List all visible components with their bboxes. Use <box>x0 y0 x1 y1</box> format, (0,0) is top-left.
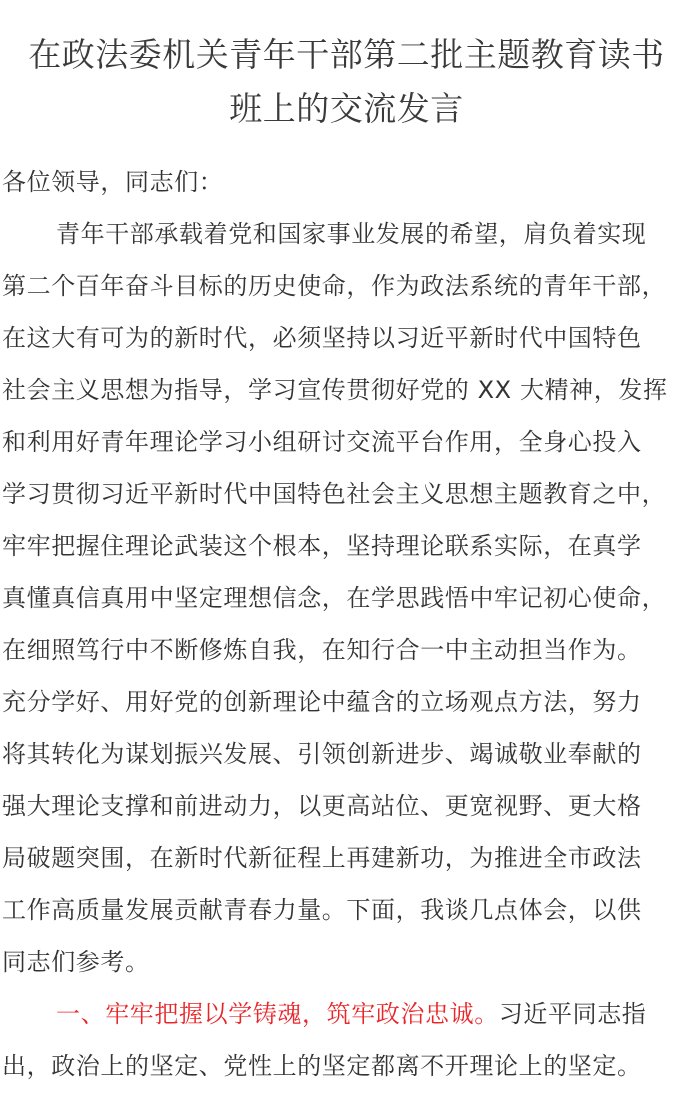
section-1-first-line <box>2 988 693 1040</box>
article-title <box>0 0 693 136</box>
section-1 <box>2 988 693 1092</box>
paragraph-line: 局破题突围，在新时代新征程上再建新功，为推进全市政法 <box>2 844 642 872</box>
paragraph-line: 和利用好青年理论学习小组研讨交流平台作用，全身心投入 <box>2 428 642 456</box>
paragraph-line: 充分学好、用好党的创新理论中蕴含的立场观点方法，努力 <box>2 688 642 716</box>
article-title-line: 班上的交流发言 <box>229 89 464 128</box>
paragraph-line: 社会主义思想为指导，学习宣传贯彻好党的 XX 大精神，发挥 <box>2 376 668 404</box>
paragraph-line: 工作高质量发展贡献青春力量。下面，我谈几点体会，以供 <box>2 896 642 924</box>
paragraph-line: 强大理论支撑和前进动力，以更高站位、更宽视野、更大格 <box>2 792 642 820</box>
paragraph-line: 牢牢把握住理论武装这个根本，坚持理论联系实际，在真学 <box>2 532 642 560</box>
paragraph-line: 在这大有可为的新时代，必须坚持以习近平新时代中国特色 <box>2 324 642 352</box>
paragraph-line: 在细照笃行中不断修炼自我，在知行合一中主动担当作为。 <box>2 636 642 664</box>
salutation: 各位领导，同志们： <box>2 168 224 196</box>
paragraph-line: 真懂真信真用中坚定理想信念，在学思践悟中牢记初心使命， <box>2 584 667 612</box>
paragraph-line: 第二个百年奋斗目标的历史使命，作为政法系统的青年干部， <box>2 272 667 300</box>
paragraph-line: 青年干部承载着党和国家事业发展的希望，肩负着实现 <box>56 220 647 248</box>
section-1-heading: 一、牢牢把握以学铸魂，筑牢政治忠诚。 <box>56 1000 499 1028</box>
section-1-text-start: 习近平同志指 <box>498 1000 647 1028</box>
paragraph-line: 同志们参考。 <box>2 948 150 976</box>
paragraph-line: 将其转化为谋划振兴发展、引领创新进步、竭诚敬业奉献的 <box>2 740 642 768</box>
paragraph-1 <box>2 208 693 988</box>
article-title-line: 在政法委机关青年干部第二批主题教育读书 <box>28 35 665 74</box>
paragraph-line: 出，政治上的坚定、党性上的坚定都离不开理论上的坚定。 <box>2 1052 642 1080</box>
paragraph-line: 学习贯彻习近平新时代中国特色社会主义思想主题教育之中， <box>2 480 667 508</box>
article-body <box>2 156 693 1092</box>
